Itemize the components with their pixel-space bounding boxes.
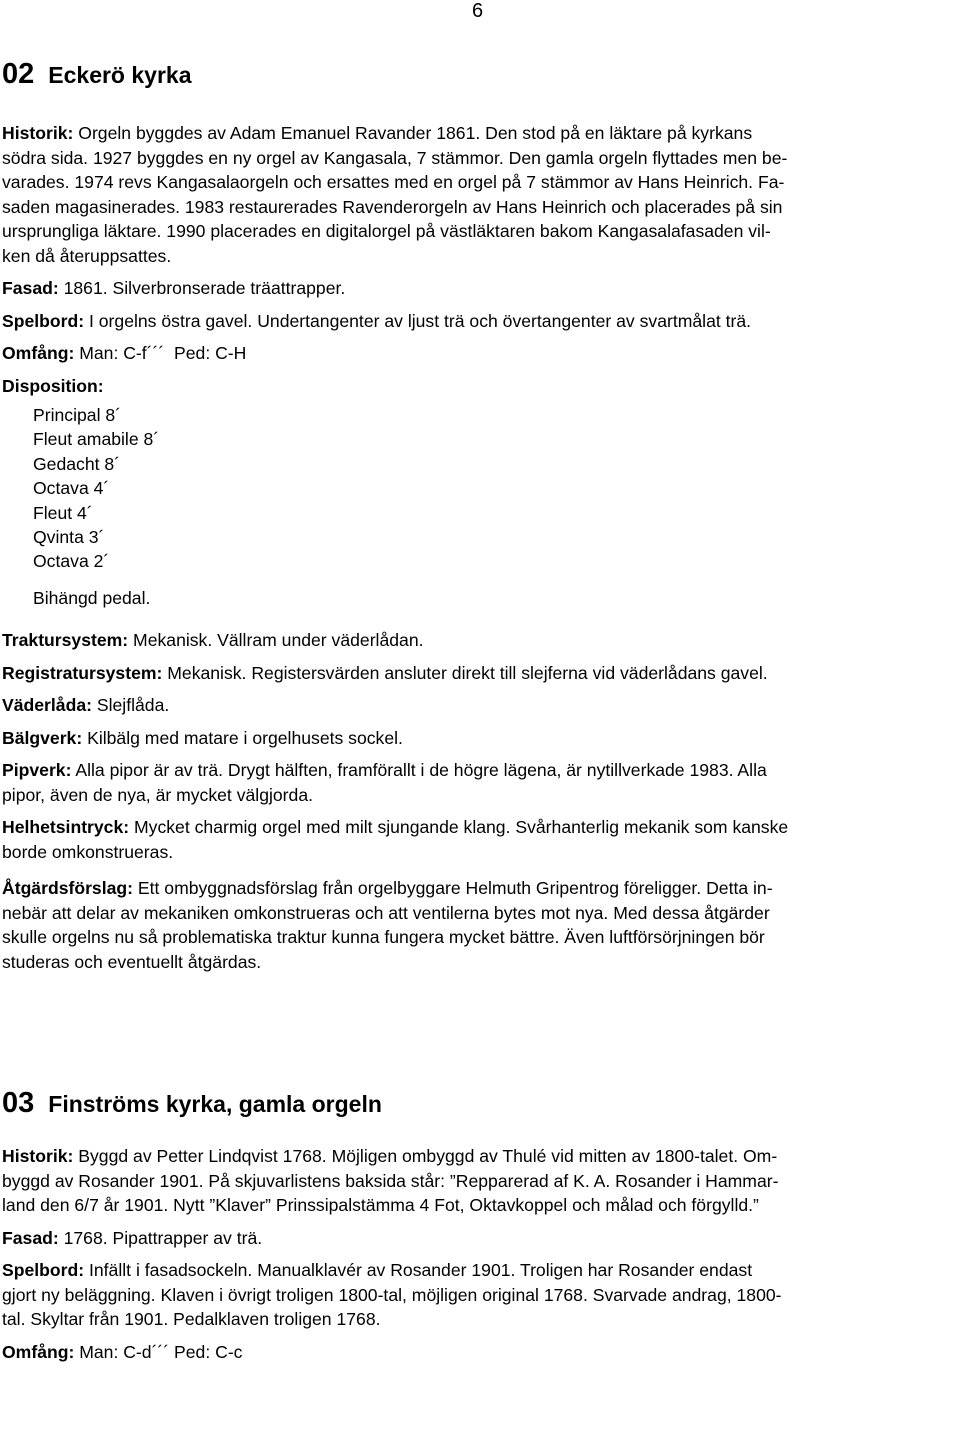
section-finstrom (2, 1087, 942, 1364)
historik-line: ursprungliga läktare. 1990 placerades en digitalorgel på västläktaren bakom Kangasalafasaden vil- (2, 221, 771, 241)
omfang-paragraph (2, 1340, 942, 1365)
pedal-note: Bihängd pedal. (33, 587, 151, 608)
balgverk-label: Bälgverk: (2, 727, 83, 748)
historik-paragraph (2, 1144, 942, 1218)
atgard-line: studeras och eventuellt åtgärdas. (2, 951, 262, 972)
helhet-paragraph (2, 815, 942, 864)
disposition-label: Disposition: (2, 375, 104, 396)
section-number: 02 (2, 58, 35, 90)
omfang-label: Omfång: (2, 1341, 75, 1362)
spelbord-paragraph (2, 1258, 942, 1332)
spelbord-label: Spelbord: (2, 1260, 85, 1281)
stop-item: Fleut amabile 8´ (33, 429, 160, 450)
fasad-paragraph (2, 276, 942, 301)
pipverk-label: Pipverk: (2, 760, 72, 781)
traktur-label: Traktursystem: (2, 630, 129, 651)
registratur-paragraph (2, 661, 942, 686)
traktur-paragraph (2, 628, 942, 653)
omfang-text: Man: C-f´´´ Ped: C-H (79, 343, 247, 363)
helhet-line: Mycket charmig orgel med milt sjungande klang. Svårhanterlig mekanik som kanske (134, 817, 789, 838)
historik-line: ken då återuppsattes. (2, 245, 172, 266)
fasad-paragraph (2, 1226, 942, 1251)
vaderlada-text: Slejflåda. (96, 695, 170, 716)
historik-label: Historik: (2, 123, 74, 143)
vaderlada-label: Väderlåda: (2, 695, 92, 716)
section-number: 03 (2, 1087, 35, 1120)
stop-item: Qvinta 3´ (33, 527, 105, 548)
stop-item: Principal 8´ (33, 405, 122, 425)
section-heading (2, 58, 942, 91)
stop-item: Octava 2´ (33, 551, 110, 572)
historik-line: Byggd av Petter Lindqvist 1768. Möjligen ombyggd av Thulé vid mitten av 1800-talet. Om- (78, 1146, 778, 1167)
historik-paragraph (2, 121, 942, 268)
fasad-label: Fasad: (2, 1227, 59, 1248)
spelbord-label: Spelbord: (2, 310, 85, 331)
balgverk-text: Kilbälg med matare i orgelhusets sockel. (87, 727, 403, 748)
balgverk-paragraph (2, 726, 942, 751)
historik-line: Orgeln byggdes av Adam Emanuel Ravander 1861. Den stod på en läktare på kyrkans (78, 123, 753, 143)
section-eckero (2, 58, 942, 974)
atgard-line: skulle orgelns nu så problematiska traktur kunna fungera mycket bättre. Även luftförsörjningen bör (2, 927, 765, 948)
disposition-list (2, 403, 942, 610)
historik-line: saden magasinerades. 1983 restaurerades Ravenderorgeln av Hans Heinrich och placerades på sin (2, 196, 783, 217)
section-title: Finströms kyrka, gamla orgeln (48, 1091, 382, 1118)
spelbord-line: gjort ny beläggning. Klaven i övrigt troligen 1800-tal, möjligen original 1768. Svarvade andrag, 1800- (2, 1284, 782, 1305)
historik-line: byggd av Rosander 1901. På skjuvarlistens baksida står: ”Repparerad af K. A. Rosander i Hammar- (2, 1170, 779, 1191)
pipverk-line: pipor, även de nya, är mycket välgjorda. (2, 784, 313, 805)
historik-label: Historik: (2, 1146, 74, 1167)
stop-item: Octava 4´ (33, 478, 110, 499)
pipverk-paragraph (2, 758, 942, 807)
fasad-text: 1861. Silverbronserade träattrapper. (63, 278, 346, 298)
page-number: 6 (472, 0, 484, 22)
atgard-line: nebär att delar av mekaniken omkonstrueras och att ventilerna bytes mot nya. Med dessa åtgärder (2, 902, 770, 923)
spelbord-paragraph (2, 309, 942, 334)
historik-line: södra sida. 1927 byggdes en ny orgel av Kangasala, 7 stämmor. Den gamla orgeln flyttades men be- (2, 147, 788, 168)
atgard-paragraph (2, 876, 942, 974)
fasad-label: Fasad: (2, 278, 59, 298)
fasad-text: 1768. Pipattrapper av trä. (63, 1227, 263, 1248)
atgard-label: Åtgärdsförslag: (2, 878, 133, 899)
spelbord-line: Infällt i fasadsockeln. Manualklavér av Rosander 1901. Troligen har Rosander endast (89, 1260, 753, 1281)
helhet-label: Helhetsintryck: (2, 817, 130, 838)
spelbord-text: I orgelns östra gavel. Undertangenter av ljust trä och övertangenter av svartmålat trä. (89, 310, 752, 331)
omfang-paragraph (2, 341, 942, 366)
atgard-line: Ett ombyggnadsförslag från orgelbyggare Helmuth Gripentrog föreligger. Detta in- (137, 878, 773, 899)
section-title: Eckerö kyrka (48, 62, 192, 88)
pipverk-line: Alla pipor är av trä. Drygt hälften, framförallt i de högre lägena, är nytillverkade 1983. Alla (75, 760, 767, 781)
document-body (2, 58, 942, 1364)
helhet-line: borde omkonstrueras. (2, 841, 174, 862)
section-heading (2, 1087, 942, 1120)
stop-item: Fleut 4´ (33, 502, 93, 523)
spelbord-line: tal. Skyltar från 1901. Pedalklaven troligen 1768. (2, 1309, 381, 1330)
stop-item: Gedacht 8´ (33, 453, 121, 474)
omfang-text: Man: C-d´´´ Ped: C-c (79, 1341, 243, 1362)
registratur-text: Mekanisk. Registersvärden ansluter direkt till slejferna vid väderlådans gavel. (167, 662, 768, 683)
registratur-label: Registratursystem: (2, 662, 163, 683)
traktur-text: Mekanisk. Vällram under väderlådan. (133, 630, 424, 651)
historik-line: land den 6/7 år 1901. Nytt ”Klaver” Prinssipalstämma 4 Fot, Oktavkoppel och målad och förgylld.” (2, 1195, 759, 1216)
disposition-heading (2, 374, 942, 399)
vaderlada-paragraph (2, 693, 942, 718)
historik-line: varades. 1974 revs Kangasalaorgeln och ersattes med en orgel på 7 stämmor av Hans Heinrich. Fa- (2, 172, 785, 192)
omfang-label: Omfång: (2, 343, 75, 363)
